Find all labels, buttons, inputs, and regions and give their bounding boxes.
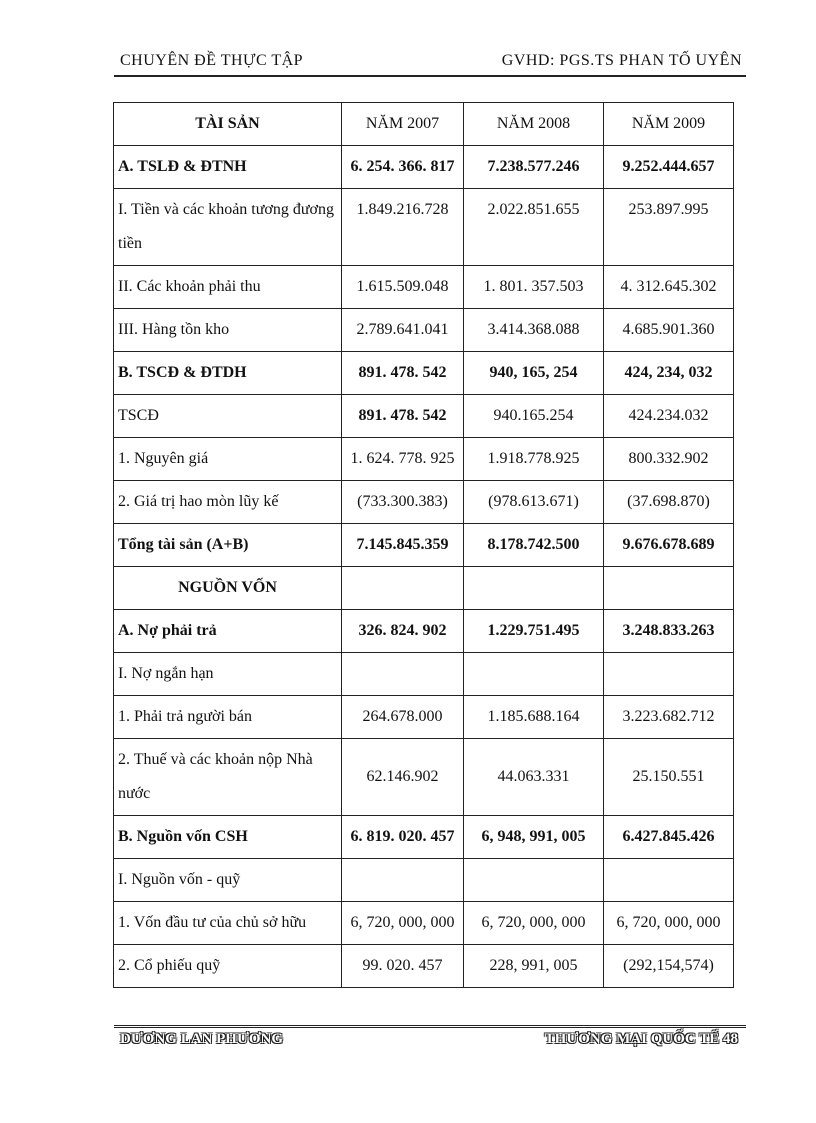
row-label: Tổng tài sản (A+B) (114, 524, 342, 567)
value-2008: 1.185.688.164 (464, 696, 604, 739)
row-label: 1. Nguyên giá (114, 438, 342, 481)
row-label: II. Các khoản phải thu (114, 266, 342, 309)
table-row (114, 816, 734, 859)
section-heading: NGUỒN VỐN (114, 567, 342, 610)
value-2007: (733.300.383) (342, 481, 464, 524)
table-row (114, 610, 734, 653)
row-label: III. Hàng tồn kho (114, 309, 342, 352)
value-2009: 6.427.845.426 (604, 816, 734, 859)
row-label: 2. Cổ phiếu quỹ (114, 945, 342, 988)
table-row (114, 146, 734, 189)
column-header-2009: NĂM 2009 (604, 103, 734, 146)
value-2007: 264.678.000 (342, 696, 464, 739)
value-2008: 940, 165, 254 (464, 352, 604, 395)
value-2007: 62.146.902 (342, 739, 464, 816)
value-2007 (342, 859, 464, 902)
value-2008: 7.238.577.246 (464, 146, 604, 189)
value-2009: 9.252.444.657 (604, 146, 734, 189)
table-row (114, 696, 734, 739)
value-2009 (604, 859, 734, 902)
row-label: A. TSLĐ & ĐTNH (114, 146, 342, 189)
page-header (116, 50, 744, 74)
value-2009: (37.698.870) (604, 481, 734, 524)
table-row (114, 438, 734, 481)
balance-sheet-table (113, 102, 734, 988)
value-2007: 6. 254. 366. 817 (342, 146, 464, 189)
value-2007: 1.615.509.048 (342, 266, 464, 309)
table-row (114, 902, 734, 945)
value-2009: 3.248.833.263 (604, 610, 734, 653)
header-rule (114, 75, 746, 77)
value-2008: 1. 801. 357.503 (464, 266, 604, 309)
row-label: B. TSCĐ & ĐTDH (114, 352, 342, 395)
row-label: 2. Thuế và các khoản nộp Nhà nước (114, 739, 342, 816)
table-row (114, 309, 734, 352)
row-label: I. Tiền và các khoản tương đương tiền (114, 189, 342, 266)
value-2008: 1.918.778.925 (464, 438, 604, 481)
header-supervisor: GVHD: PGS.TS PHAN TỐ UYÊN (501, 52, 742, 69)
value-2007: 6. 819. 020. 457 (342, 816, 464, 859)
footer-department-page: THƯƠNG MẠI QUỐC TẾ 48 (544, 1031, 738, 1047)
row-label: 1. Vốn đầu tư của chủ sở hữu (114, 902, 342, 945)
value-2008: 228, 991, 005 (464, 945, 604, 988)
value-2009: 4. 312.645.302 (604, 266, 734, 309)
table-header-row (114, 103, 734, 146)
value-2008: 6, 720, 000, 000 (464, 902, 604, 945)
value-2009 (604, 653, 734, 696)
value-2009: 800.332.902 (604, 438, 734, 481)
value-2008 (464, 859, 604, 902)
row-label: 2. Giá trị hao mòn lũy kế (114, 481, 342, 524)
footer-author: DƯƠNG LAN PHƯƠNG (120, 1031, 284, 1047)
value-2008: 3.414.368.088 (464, 309, 604, 352)
table-row (114, 189, 734, 266)
table-row (114, 395, 734, 438)
value-2008: 44.063.331 (464, 739, 604, 816)
value-2009: 6, 720, 000, 000 (604, 902, 734, 945)
table-row (114, 481, 734, 524)
value-2008: (978.613.671) (464, 481, 604, 524)
value-2009: 9.676.678.689 (604, 524, 734, 567)
table-row (114, 739, 734, 816)
row-label: 1. Phải trả người bán (114, 696, 342, 739)
value-2009: (292,154,574) (604, 945, 734, 988)
value-2008: 2.022.851.655 (464, 189, 604, 266)
value-2009: 253.897.995 (604, 189, 734, 266)
value-2007 (342, 567, 464, 610)
table-row (114, 524, 734, 567)
value-2007 (342, 653, 464, 696)
value-2009: 4.685.901.360 (604, 309, 734, 352)
row-label: B. Nguồn vốn CSH (114, 816, 342, 859)
row-label: TSCĐ (114, 395, 342, 438)
table-row (114, 859, 734, 902)
row-label: A. Nợ phải trả (114, 610, 342, 653)
row-label: I. Nguồn vốn - quỹ (114, 859, 342, 902)
value-2009: 25.150.551 (604, 739, 734, 816)
value-2008 (464, 653, 604, 696)
value-2007: 1. 624. 778. 925 (342, 438, 464, 481)
value-2007: 891. 478. 542 (342, 352, 464, 395)
table-row (114, 352, 734, 395)
value-2008: 940.165.254 (464, 395, 604, 438)
header-course-title: CHUYÊN ĐỀ THỰC TẬP (120, 52, 304, 69)
value-2007: 1.849.216.728 (342, 189, 464, 266)
value-2009 (604, 567, 734, 610)
value-2008 (464, 567, 604, 610)
column-header-assets: TÀI SẢN (114, 103, 342, 146)
value-2007: 891. 478. 542 (342, 395, 464, 438)
row-label: I. Nợ ngắn hạn (114, 653, 342, 696)
value-2009: 424, 234, 032 (604, 352, 734, 395)
value-2009: 3.223.682.712 (604, 696, 734, 739)
value-2007: 99. 020. 457 (342, 945, 464, 988)
value-2007: 7.145.845.359 (342, 524, 464, 567)
footer-rule (114, 1025, 746, 1028)
column-header-2008: NĂM 2008 (464, 103, 604, 146)
table-row (114, 266, 734, 309)
value-2009: 424.234.032 (604, 395, 734, 438)
value-2008: 1.229.751.495 (464, 610, 604, 653)
table-row (114, 653, 734, 696)
table-row (114, 567, 734, 610)
page-footer (116, 1031, 744, 1053)
value-2007: 6, 720, 000, 000 (342, 902, 464, 945)
value-2008: 8.178.742.500 (464, 524, 604, 567)
value-2008: 6, 948, 991, 005 (464, 816, 604, 859)
table-row (114, 945, 734, 988)
column-header-2007: NĂM 2007 (342, 103, 464, 146)
value-2007: 2.789.641.041 (342, 309, 464, 352)
value-2007: 326. 824. 902 (342, 610, 464, 653)
